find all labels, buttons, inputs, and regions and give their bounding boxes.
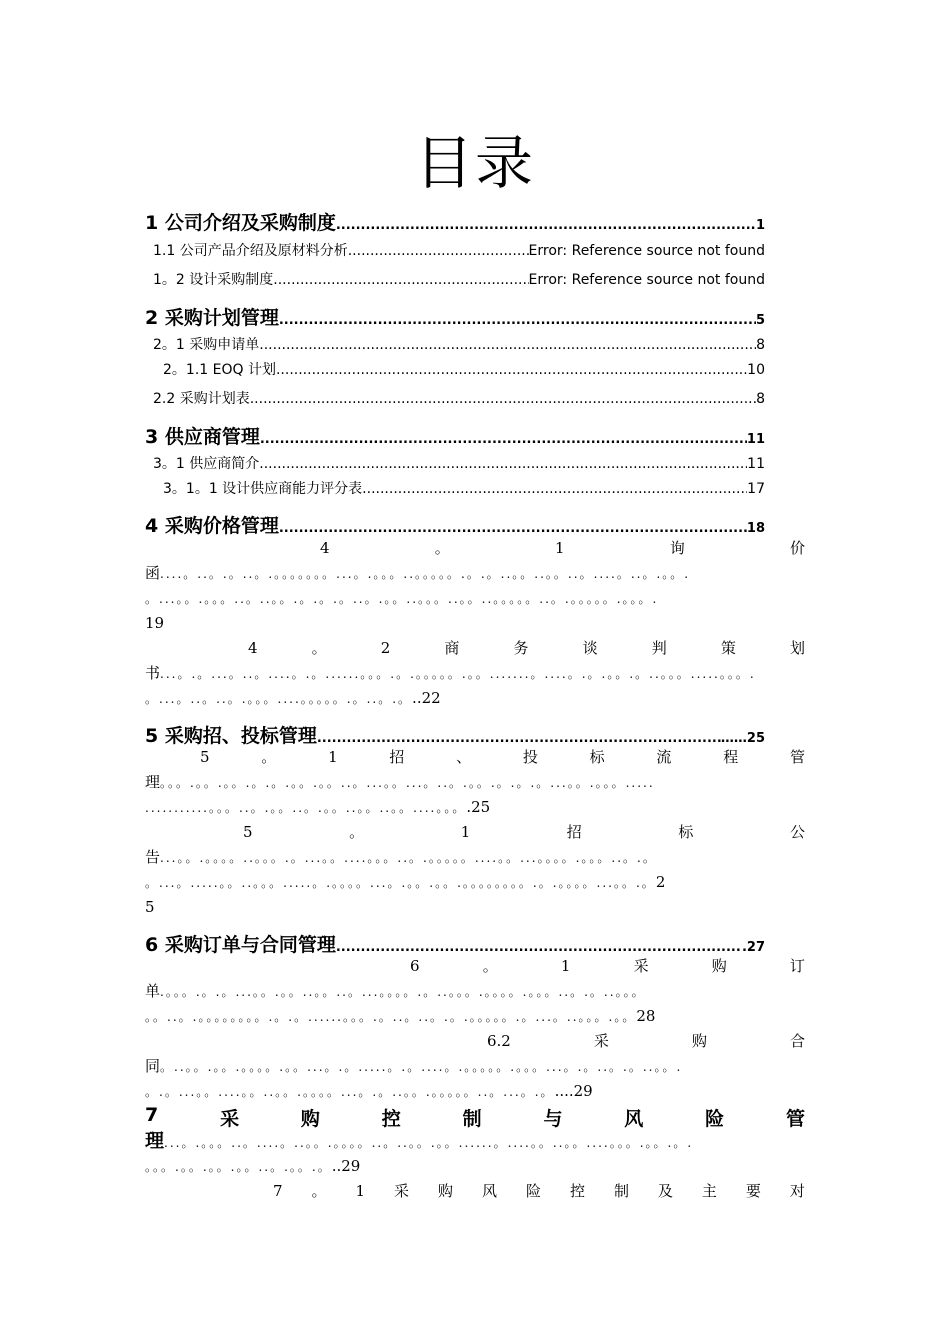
toc-entry[interactable]: [145, 511, 765, 538]
toc-entry-page: 18: [746, 521, 765, 536]
toc-entry[interactable]: [163, 359, 765, 379]
toc-entry-spread[interactable]: 5 。 1 招 标 公: [243, 823, 805, 841]
toc-entry[interactable]: [153, 453, 765, 473]
toc-entry[interactable]: [153, 388, 765, 408]
toc-entry-text: 1.1 公司产品介绍及原材料分析: [153, 243, 348, 259]
toc-entry-spread[interactable]: 6.2 采 购 合: [487, 1032, 805, 1050]
toc-entry[interactable]: [145, 930, 765, 957]
toc-entry[interactable]: [153, 240, 765, 260]
toc-entry-text: 2.2 采购计划表: [153, 391, 250, 407]
toc-entry-text: 2。1 采购申请单: [153, 337, 260, 353]
toc-leader-line: 。...。..。..。.。。。....。。。。。.。..。.。..22: [145, 689, 441, 707]
toc-entry[interactable]: [153, 269, 765, 289]
toc-leader-line: 同。..。。.。。.。。。。.。。...。.。.....。.。....。.。。。。。.。。。...。.。..。.。..。。.: [145, 1057, 683, 1075]
toc-leader-line: 。...。。.。。。..。..。。.。.。.。..。.。。..。。。..。。..。。。。。..。.。。。。。.。。。.: [145, 592, 659, 606]
toc-leader-line: ...........。。。..。.。。..。.。。..。。..。。....。。。.25: [145, 798, 491, 816]
toc-entry-spread[interactable]: 7 。 1 采 购 风 险 控 制 及 主 要 对: [273, 1182, 805, 1200]
toc-entry-text: 6 采购订单与合同管理: [145, 934, 336, 956]
toc-leader-line: 。...。.....。。..。。。.....。.。。。。...。.。。.。。.。。。。。。。。.。.。。。。...。。.。2: [145, 873, 666, 891]
toc-leader-line: 告...。。.。。。。..。。。.。...。。....。。。..。.。。。。。....。。...。。。。.。。。..。.。: [145, 848, 657, 866]
toc-entry-spread[interactable]: 6 。 1 采 购 订: [410, 957, 805, 975]
toc-entry[interactable]: [145, 422, 765, 449]
toc-entry-page: 5: [755, 313, 765, 328]
toc-leader-line: 函....。..。.。..。.。。。。。。。...。.。。。..。。。。。.。.。..。。..。。..。....。..。.。。.: [145, 564, 691, 582]
toc-entry[interactable]: [153, 334, 765, 354]
toc-entry[interactable]: [145, 721, 765, 748]
toc-entry-spread[interactable]: 7 采 购 控 制 与 风 险 管: [145, 1104, 805, 1130]
toc-entry-spread[interactable]: 5 。 1 招 、 投 标 流 程 管: [200, 748, 805, 766]
toc-entry-page: .27: [741, 940, 765, 955]
toc-entry-text: 4 采购价格管理: [145, 515, 279, 537]
toc-entry-page: 17: [747, 481, 765, 497]
page-title: 目录: [414, 129, 535, 197]
toc-entry[interactable]: [163, 478, 765, 498]
toc-entry-text: 3 供应商管理: [145, 426, 260, 448]
toc-entry-text: 5 采购招、投标管理: [145, 725, 317, 747]
toc-entry-page: 10: [747, 362, 765, 378]
toc-entry-page: 11: [746, 432, 765, 447]
toc-leader-line: 理。。。.。。.。。.。.。.。。.。。..。...。。...。..。.。。.。.。.。...。。.。。。.....: [145, 773, 655, 791]
toc-entry-page: 19: [145, 614, 165, 632]
toc-entry-text: 2 采购计划管理: [145, 307, 279, 329]
toc-entry-page: 8: [756, 337, 765, 353]
toc-entry-page: 5: [145, 898, 155, 916]
toc-entry-page: 1: [755, 218, 765, 233]
toc-entry[interactable]: [145, 303, 765, 330]
toc-entry-text: 1 公司介绍及采购制度: [145, 212, 336, 234]
toc-entry-spread[interactable]: 4 。 2 商 务 谈 判 策 划: [248, 639, 805, 657]
toc-leader-line: 。。。.。。.。。.。。..。.。。.。..29: [145, 1157, 361, 1175]
toc-leader-line: 书...。.。...。..。....。.。......。。。.。.。。。。。.。。.......。....。.。.。。.。..。。。.....。。。.: [145, 664, 756, 682]
toc-entry-page: Error: Reference source not found: [528, 243, 765, 259]
toc-entry-page: ……25: [720, 731, 765, 746]
toc-leader-line: 单.。。。.。.。...。。.。。..。。..。...。。。。.。..。。。.。。。。.。。。..。.。..。。。: [145, 982, 646, 1000]
toc-entry-spread[interactable]: 4 。 1 询 价: [320, 539, 805, 557]
toc-entry-text: 2。1.1 EOQ 计划: [163, 362, 276, 378]
toc-leader-line: 理...。.。。。..。....。..。。.。。。。..。..。。.。。......。....。。..。。....。。。.。。.。.: [145, 1131, 694, 1152]
toc-entry-page: Error: Reference source not found: [528, 272, 765, 288]
toc-leader-line: 。.。...。。....。。..。。.。。。。...。.。..。。.。。。。。..。...。.。....29: [145, 1082, 593, 1100]
toc-entry-page: 8: [756, 391, 765, 407]
toc-entry-text: 3。1。1 设计供应商能力评分表: [163, 481, 363, 497]
toc-entry-text: 3。1 供应商简介: [153, 456, 260, 472]
toc-entry-page: 11: [747, 456, 765, 472]
toc-entry[interactable]: [145, 208, 765, 235]
toc-leader-line: 。。..。.。。。。。。。。.。.。......。。。.。..。..。.。.。。。。。.。...。..。。。.。。28: [145, 1007, 656, 1025]
toc-entry-text: 1。2 设计采购制度: [153, 272, 274, 288]
